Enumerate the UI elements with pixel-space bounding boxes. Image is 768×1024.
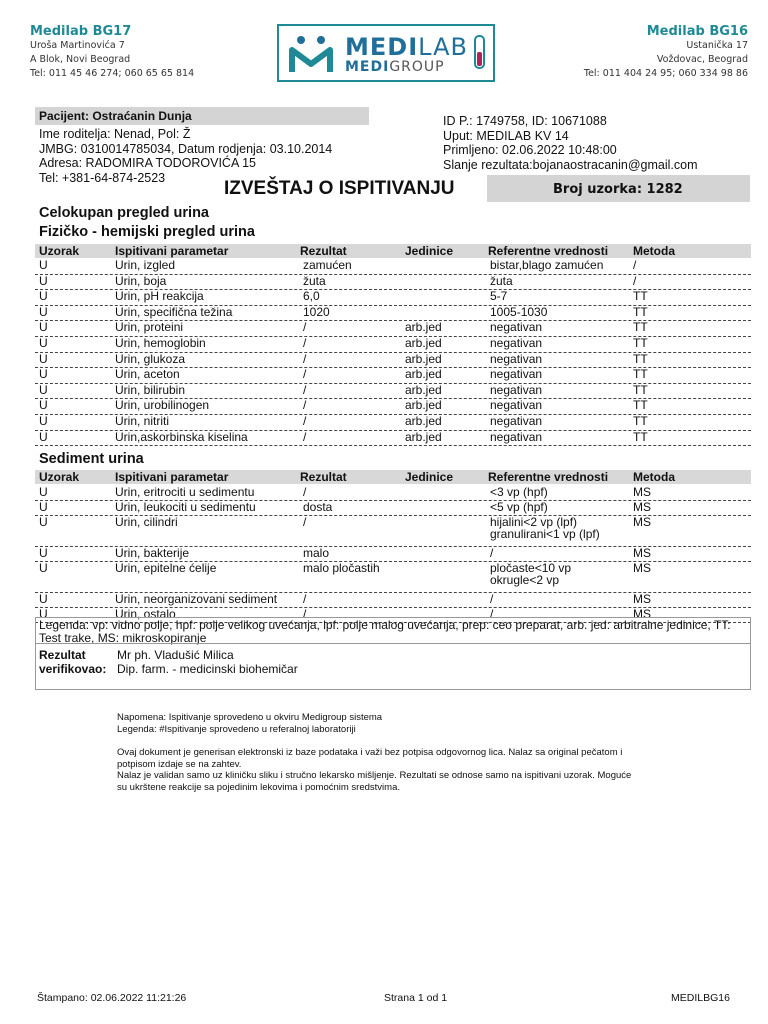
footer-printed: Štampano: 02.06.2022 11:21:26 [37,992,187,1004]
verification-label: Rezultat verifikovao: [39,648,107,676]
table-row [35,547,751,562]
sed-table-header [35,470,751,484]
cell-sample: U [39,561,48,575]
request-details [443,114,698,172]
cell-result: zamućen [303,258,352,272]
right-lab-info [584,24,748,81]
cell-result: / [303,429,307,444]
cell-result: 6,0 [303,289,320,304]
cell-sample: U [39,607,48,621]
table-row [35,516,751,547]
note-legend: Legenda: #Ispitivanje sprovedeno u referalnoj laboratoriji [117,723,356,735]
cell-method: TT [633,304,648,319]
cell-parameter: Urin, bilirubin [115,382,186,397]
left-lab-address-2: A Blok, Novi Beograd [30,54,131,65]
note-medigroup: Napomena: Ispitivanje sprovedeno u okviru Medigroup sistema [117,712,383,723]
cell-reference: hijalini<2 vp (lpf) granulirani<1 vp (lpf) [490,515,600,541]
cell-result: / [303,485,307,499]
cell-method: / [633,258,637,272]
col-sample: Uzorak [39,470,80,484]
notes-block [117,712,637,793]
cell-sample: U [39,289,48,304]
cell-sample: U [39,382,48,397]
cell-parameter: Urin, eritrociti u sedimentu [115,485,255,499]
left-lab-info [30,24,194,81]
col-sample: Uzorak [39,244,80,258]
cell-reference: <5 vp (hpf) [490,500,548,514]
cell-method: TT [633,398,648,413]
cell-method: TT [633,289,648,304]
col-parameter: Ispitivani parametar [115,244,229,258]
cell-result: / [303,515,307,529]
cell-reference: 5-7 [490,289,508,304]
col-method: Metoda [633,470,675,484]
cell-method: TT [633,320,648,335]
cell-reference: negativan [490,367,543,382]
cell-parameter: Urin, proteini [115,320,184,335]
section-title-sediment: Sediment urina [39,451,144,467]
cell-reference: pločaste<10 vp okrugle<2 vp [490,561,572,587]
cell-sample: U [39,273,48,288]
table-row [35,368,751,384]
right-lab-address-2: Voždovac, Beograd [656,54,748,65]
cell-method: TT [633,335,648,350]
sed-table-body [35,486,751,623]
cell-units: arb.jed [405,398,442,413]
cell-sample: U [39,335,48,350]
left-lab-phone: Tel: 011 45 46 274; 060 65 65 814 [30,68,195,79]
cell-units: arb.jed [405,367,442,382]
cell-units: arb.jed [405,335,442,350]
footer-code: MEDILBG16 [671,992,730,1004]
patient-name-bar: Pacijent: Ostraćanin Dunja [35,107,369,125]
cell-method: TT [633,367,648,382]
sample-number: Broj uzorka: 1282 [487,175,750,202]
cell-sample: U [39,413,48,428]
cell-reference: / [490,607,494,621]
cell-reference: žuta [490,273,513,288]
cell-sample: U [39,367,48,382]
cell-parameter: Urin, hemoglobin [115,335,206,350]
cell-sample: U [39,515,48,529]
cell-method: MS [633,592,651,606]
cell-parameter: Urin, ostalo [115,607,176,621]
col-parameter: Ispitivani parametar [115,470,229,484]
cell-parameter: Urin, cilindri [115,515,178,529]
footer-page: Strana 1 od 1 [384,992,448,1004]
cell-parameter: Urin, aceton [115,367,180,382]
cell-units: arb.jed [405,382,442,397]
cell-units: arb.jed [405,351,442,366]
cell-parameter: Urin, epitelne ćelije [115,561,217,575]
verification-box [35,643,751,690]
table-row [35,486,751,501]
section-title-main: Celokupan pregled urina [39,205,209,221]
cell-result: / [303,351,307,366]
table-row [35,431,751,447]
cell-parameter: Urin, neorganizovani sediment [115,592,278,606]
patient-phone: Tel: +381-64-874-2523 [39,170,166,185]
right-lab-address-1: Ustanička 17 [686,40,748,51]
patient-parent-sex: Ime roditelja: Nenad, Pol: Ž [39,127,191,141]
table-row [35,399,751,415]
cell-method: MS [633,500,651,514]
cell-sample: U [39,485,48,499]
verification-signer [117,648,298,676]
col-units: Jedinice [405,470,454,484]
cell-result: / [303,592,307,606]
right-lab-phone: Tel: 011 404 24 95; 060 334 98 86 [583,68,748,79]
patient-details [39,127,332,185]
cell-method: MS [633,607,651,621]
medilab-logo [277,24,495,82]
cell-result: malo [303,546,330,560]
request-referral: Uput: MEDILAB KV 14 [443,128,569,143]
cell-reference: / [490,546,494,560]
col-result: Rezultat [300,470,347,484]
cell-reference: / [490,592,494,606]
table-row [35,353,751,369]
cell-method: TT [633,429,648,444]
left-lab-address-1: Uroša Martinovića 7 [30,40,125,51]
cell-result: dosta [303,500,333,514]
cell-result: / [303,413,307,428]
cell-sample: U [39,398,48,413]
patient-jmbg-dob: JMBG: 0310014785034, Datum rodjenja: 03.10.2014 [39,141,333,156]
cell-result: malo pločastih [303,561,380,575]
signer-name: Mr ph. Vladušić Milica [117,648,234,662]
col-reference: Referentne vrednosti [488,244,609,258]
cell-parameter: Urin, bakterije [115,546,190,560]
col-reference: Referentne vrednosti [488,470,609,484]
cell-result: / [303,335,307,350]
cell-reference: negativan [490,429,543,444]
table-row [35,384,751,400]
left-lab-name: Medilab BG17 [30,24,132,39]
cell-parameter: Urin, specifična težina [115,304,233,319]
cell-parameter: Urin,askorbinska kiselina [115,429,248,444]
report-title: IZVEŠTAJ O ISPITIVANJU [224,178,455,199]
request-ids: ID P.: 1749758, ID: 10671088 [443,114,607,128]
cell-method: MS [633,561,651,575]
cell-sample: U [39,258,48,272]
col-result: Rezultat [300,244,347,258]
table-row [35,562,751,593]
table-row [35,501,751,516]
table-row [35,290,751,306]
col-method: Metoda [633,244,675,258]
legend: Legenda: vp: vidno polje, hpf: polje velikog uvećanja, lpf: polje malog uvećanja, prep: ceo preparat, arb. jed: arbitralne jedinice, TT: Test trake, MS: mikroskopiranje [35,617,751,644]
note-electronic: Ovaj dokument je generisan elektronski iz baze podataka i važi bez potpisa odgovornog lica. Nalaz sa original pečatom i potpisom izdaje se na zahtev. [117,747,623,770]
cell-units: arb.jed [405,320,442,335]
cell-parameter: Urin, boja [115,273,167,288]
table-row [35,337,751,353]
cell-units: arb.jed [405,413,442,428]
cell-parameter: Urin, izgled [115,258,176,272]
cell-result: žuta [303,273,326,288]
right-lab-name: Medilab BG16 [646,24,748,39]
cell-reference: negativan [490,320,543,335]
table-row [35,593,751,608]
cell-method: MS [633,546,651,560]
cell-sample: U [39,429,48,444]
phys-table-body [35,259,751,446]
cell-parameter: Urin, nitriti [115,413,170,428]
cell-reference: <3 vp (hpf) [490,485,548,499]
cell-reference: bistar,blago zamućen [490,258,604,272]
cell-sample: U [39,500,48,514]
request-received: Primljeno: 02.06.2022 10:48:00 [443,143,617,157]
table-row [35,259,751,275]
cell-reference: 1005-1030 [490,304,548,319]
signer-title: Dip. farm. - medicinski biohemičar [117,662,298,676]
cell-parameter: Urin, pH reakcija [115,289,204,304]
cell-units: arb.jed [405,429,442,444]
cell-method: MS [633,485,651,499]
cell-parameter: Urin, urobilinogen [115,398,210,413]
cell-parameter: Urin, leukociti u sedimentu [115,500,256,514]
section-title-phys-chem: Fizičko - hemijski pregled urina [39,224,255,240]
cell-reference: negativan [490,413,543,428]
cell-parameter: Urin, glukoza [115,351,186,366]
cell-sample: U [39,592,48,606]
logo-wordmark: MEDILAB [345,33,468,61]
logo-subtitle: MEDIGROUP [345,59,445,75]
cell-method: TT [633,351,648,366]
cell-method: TT [633,382,648,397]
table-row [35,275,751,291]
cell-sample: U [39,320,48,335]
phys-table-header [35,244,751,258]
request-email: Slanje rezultata:bojanaostracanin@gmail.com [443,157,698,172]
cell-result: 1020 [303,304,330,319]
cell-method: MS [633,515,651,529]
note-validity: Nalaz je validan samo uz kliničku sliku i stručno lekarsko mišljenje. Rezultati se odnose samo na ispitivani uzorak. Moguće su ukrštene reakcije sa pojedinim lekovima i pomoćnim sredstvima. [117,770,632,793]
cell-sample: U [39,351,48,366]
cell-reference: negativan [490,351,543,366]
cell-result: / [303,607,307,621]
cell-method: TT [633,413,648,428]
table-row [35,415,751,431]
cell-method: / [633,273,637,288]
patient-address: Adresa: RADOMIRA TODOROVIĆA 15 [39,156,256,170]
col-units: Jedinice [405,244,454,258]
cell-sample: U [39,546,48,560]
cell-reference: negativan [490,335,543,350]
table-row [35,306,751,322]
table-row [35,321,751,337]
cell-reference: negativan [490,382,543,397]
cell-result: / [303,367,307,382]
cell-result: / [303,320,307,335]
cell-reference: negativan [490,398,543,413]
cell-result: / [303,398,307,413]
cell-result: / [303,382,307,397]
cell-sample: U [39,304,48,319]
